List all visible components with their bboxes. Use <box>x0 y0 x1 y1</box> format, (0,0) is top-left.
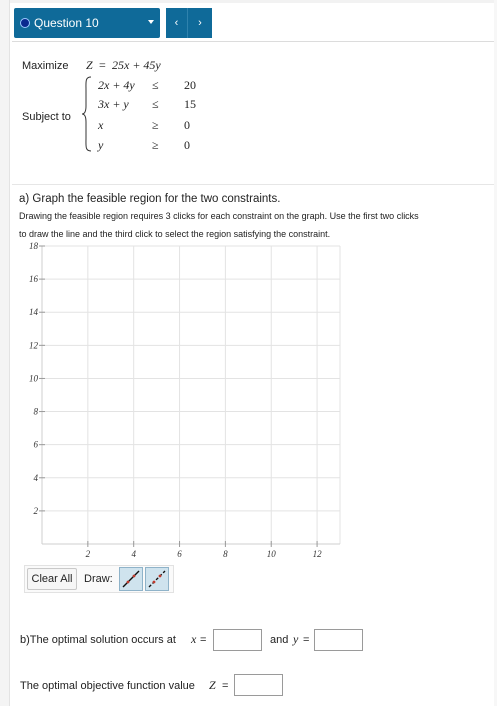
next-question-button[interactable] <box>188 8 212 38</box>
clear-all-button[interactable]: Clear All <box>27 568 77 590</box>
constraint-4-op: ≥ <box>152 138 159 152</box>
chevron-left-icon: ‹ <box>174 17 179 29</box>
constraint-3-op: ≥ <box>152 118 159 132</box>
solid-line-tool-icon <box>120 568 142 590</box>
chevron-right-icon: › <box>198 17 202 29</box>
part-a-instructions-line-1: Drawing the feasible region requires 3 clicks for each constraint on the graph. Use the first two clicks <box>19 211 419 221</box>
part-b-y-var: y <box>293 632 299 646</box>
dashed-line-tool-button[interactable] <box>145 567 169 591</box>
constraint-1-rhs: 20 <box>184 78 196 92</box>
objective-equals: = <box>99 58 106 72</box>
objective-value-label: The optimal objective function value <box>20 680 195 692</box>
objective-value-eq: = <box>222 680 229 692</box>
x-tick-label: 2 <box>85 549 91 559</box>
constraint-1-op: ≤ <box>152 78 159 92</box>
x-tick-label: 8 <box>223 549 228 559</box>
constraint-4-rhs: 0 <box>184 138 190 152</box>
part-b-prefix: b)The optimal solution occurs at <box>20 634 176 646</box>
part-b-x-eq: = <box>200 634 207 646</box>
y-tick-label: 14 <box>29 307 38 318</box>
objective-variable: Z <box>86 58 93 72</box>
dashed-line-tool-icon <box>146 568 168 590</box>
constraint-2-lhs: 3x + y <box>98 97 129 111</box>
constraint-3-lhs: x <box>98 118 104 132</box>
y-tick-label: 8 <box>33 406 38 417</box>
y-tick-label: 4 <box>33 472 38 483</box>
and-label: and <box>270 634 289 646</box>
window-left-edge <box>0 0 10 706</box>
part-b-x-var: x <box>191 632 197 646</box>
y-tick-label: 12 <box>29 340 38 351</box>
subject-to-label: Subject to <box>22 111 71 123</box>
constraint-1-lhs: 2x + 4y <box>98 78 135 92</box>
x-tick-label: 12 <box>312 549 322 559</box>
constraint-2-rhs: 15 <box>184 97 196 111</box>
objective-value-input[interactable] <box>234 674 283 696</box>
y-tick-label: 2 <box>33 505 38 516</box>
objective-value-var: Z <box>209 678 216 692</box>
chevron-down-icon <box>148 20 154 24</box>
previous-question-button[interactable] <box>166 8 188 38</box>
question-title: Question 10 <box>34 16 99 30</box>
part-a-heading: a) Graph the feasible region for the two constraints. <box>19 193 281 205</box>
part-b-y-eq: = <box>303 634 310 646</box>
x-tick-label: 4 <box>131 549 136 559</box>
y-tick-label: 16 <box>29 274 38 285</box>
y-value-input[interactable] <box>314 629 363 651</box>
section-divider <box>12 184 494 185</box>
window-top-edge <box>0 0 497 3</box>
y-tick-label: 10 <box>29 373 38 384</box>
constraint-brace <box>82 76 92 152</box>
x-tick-label: 6 <box>177 549 182 559</box>
header-divider <box>12 41 494 42</box>
question-selector[interactable] <box>14 8 160 38</box>
status-dot-icon <box>20 18 30 28</box>
part-a-instructions-line-2: to draw the line and the third click to select the region satisfying the constraint. <box>19 229 331 239</box>
constraint-2-op: ≤ <box>152 97 159 111</box>
y-tick-label: 6 <box>33 439 38 450</box>
constraint-4-lhs: y <box>98 138 104 152</box>
objective-expression: 25x + 45y <box>112 58 161 72</box>
y-tick-label: 18 <box>29 241 38 251</box>
draw-label: Draw: <box>84 573 113 585</box>
constraint-3-rhs: 0 <box>184 118 190 132</box>
x-value-input[interactable] <box>213 629 262 651</box>
solid-line-tool-button[interactable] <box>119 567 143 591</box>
maximize-label: Maximize <box>22 60 69 72</box>
x-tick-label: 10 <box>266 549 276 559</box>
